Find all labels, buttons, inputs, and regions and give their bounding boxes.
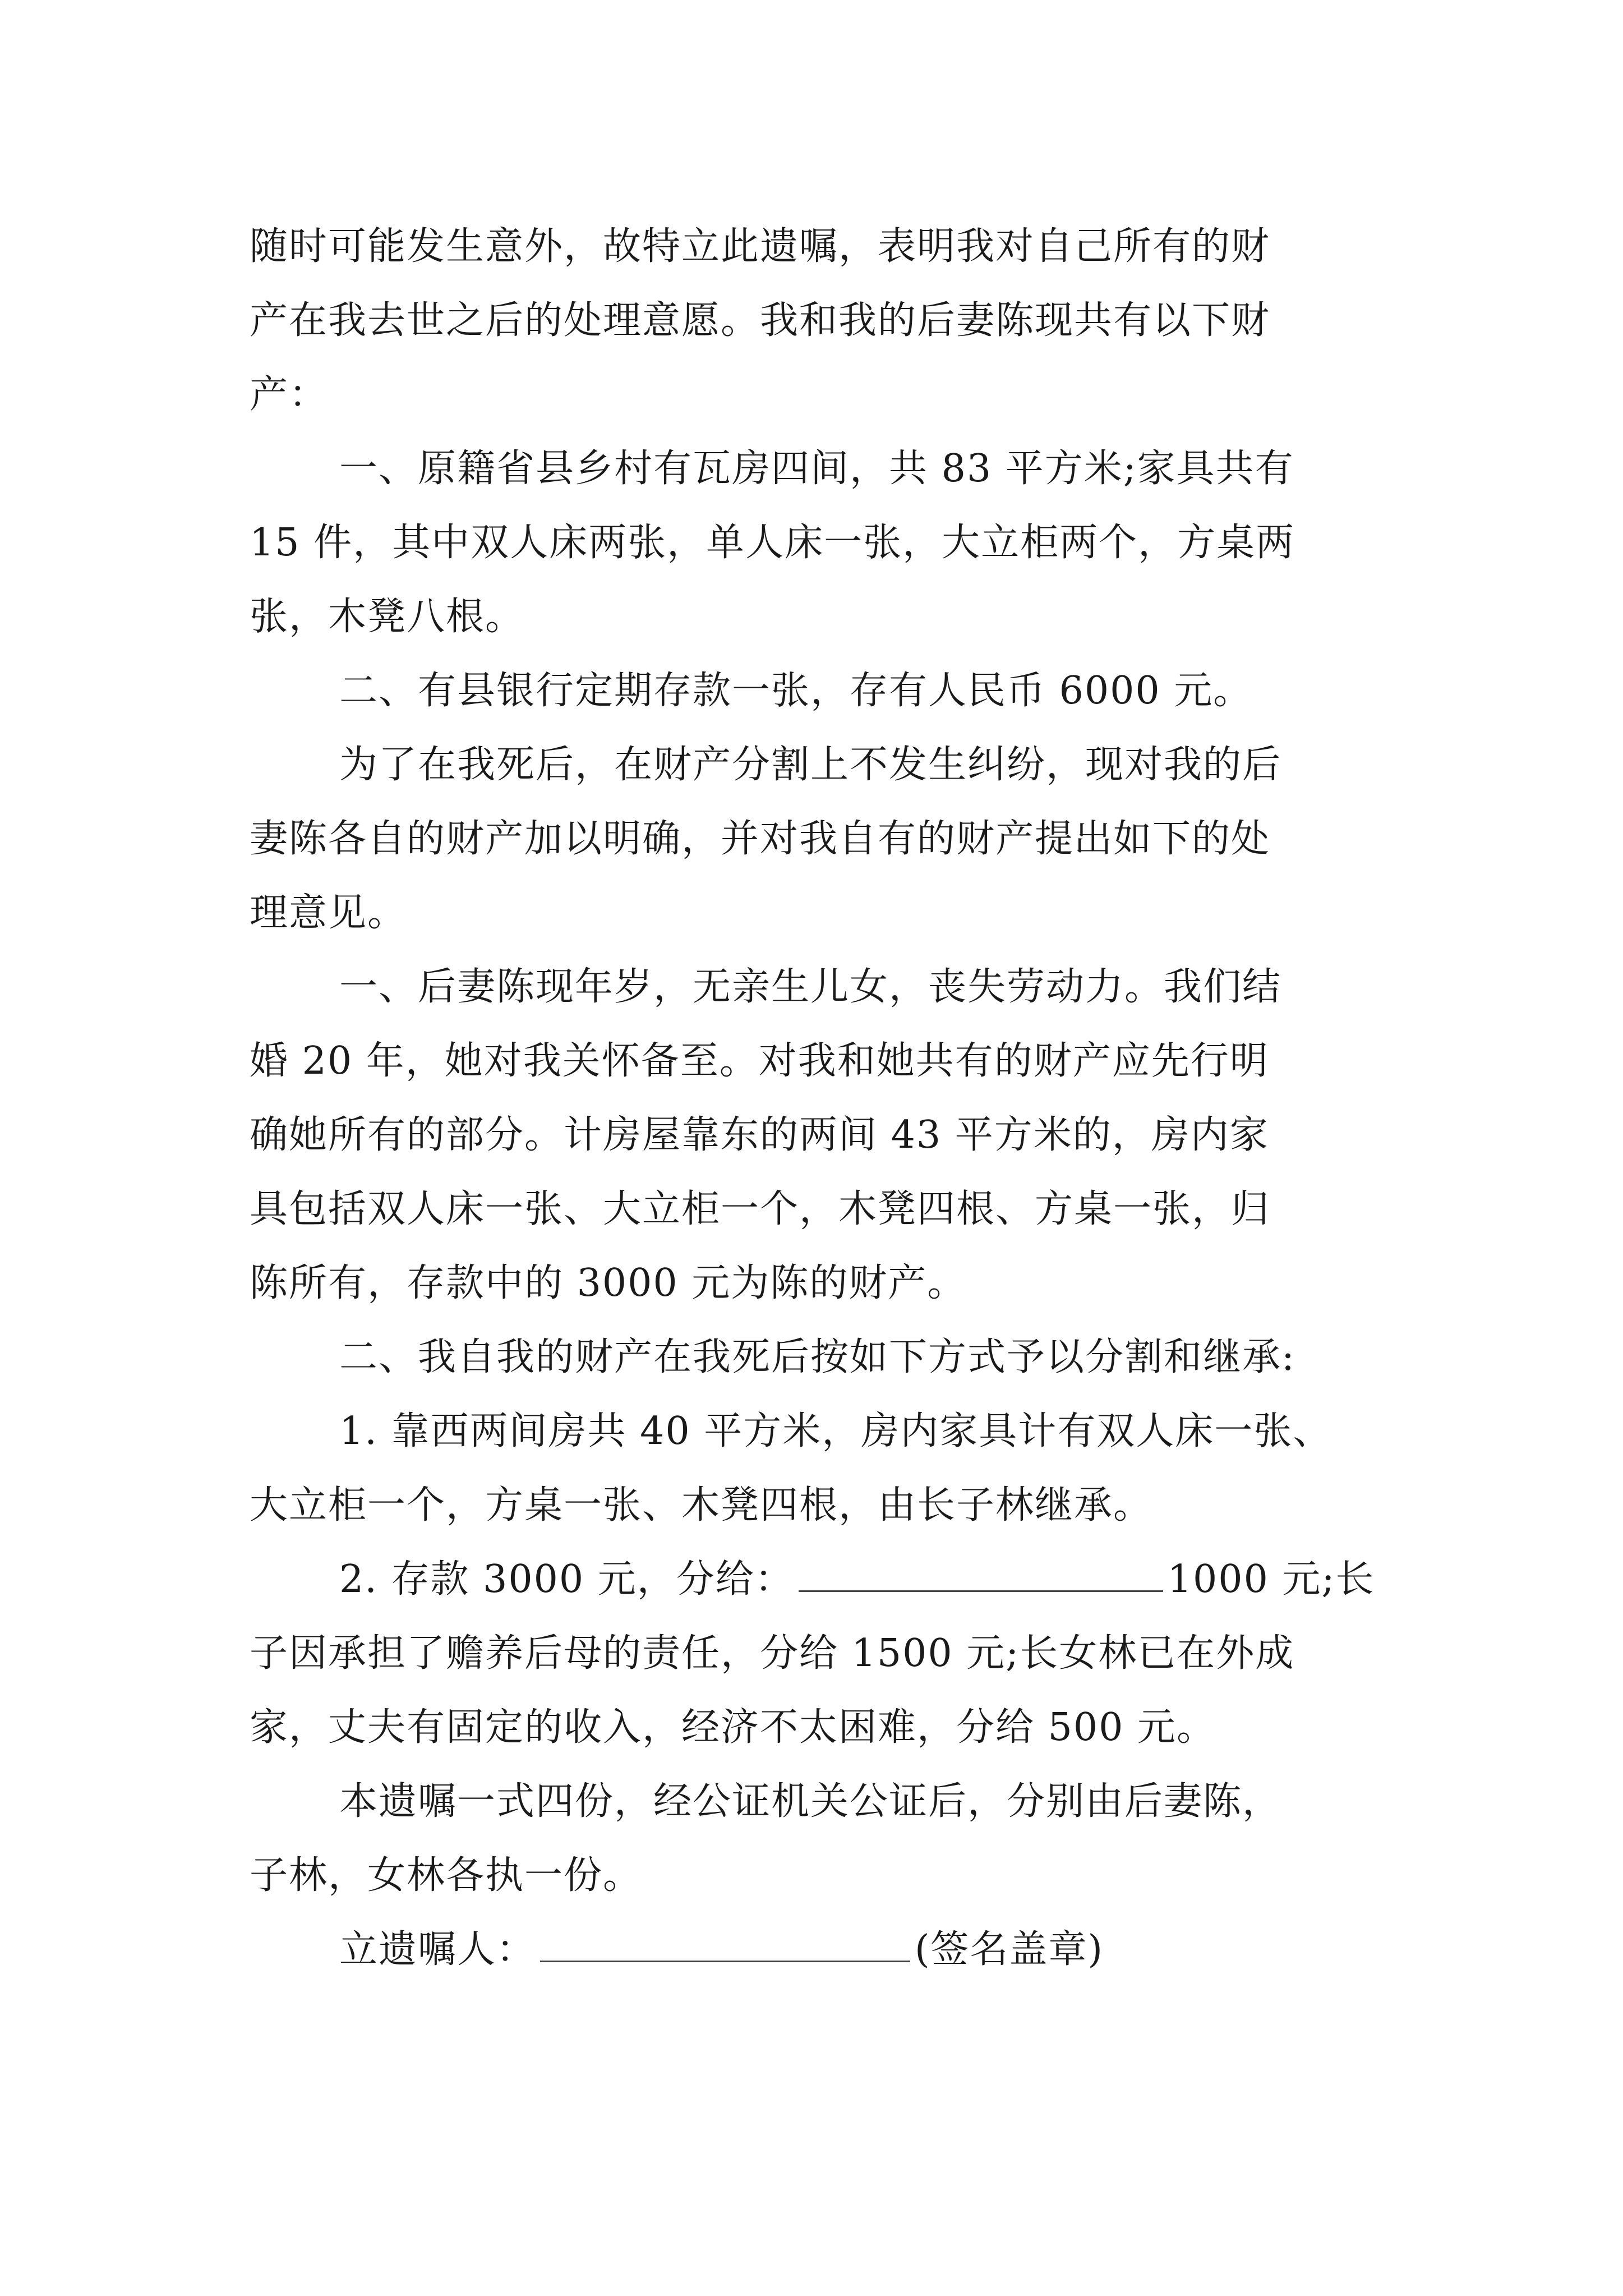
- text-line: 一、原籍省县乡村有瓦房四间，共 83 平方米;家具共有: [339, 447, 1294, 491]
- text-line: 家，丈夫有固定的收入，经济不太困难，分给 500 元。: [250, 1705, 1216, 1750]
- text-line: 本遗嘱一式四份，经公证机关公证后，分别由后妻陈，: [339, 1779, 1282, 1824]
- text-line: 确她所有的部分。计房屋靠东的两间 43 平方米的，房内家: [250, 1113, 1269, 1157]
- text-segment: 2. 存款 3000 元，分给：: [339, 1557, 794, 1602]
- text-line: 15 件，其中双人床两张，单人床一张，大立柜两个，方桌两: [250, 521, 1295, 565]
- text-line: 二、有县银行定期存款一张，存有人民币 6000 元。: [339, 669, 1253, 713]
- text-line: 随时可能发生意外，故特立此遗嘱，表明我对自己所有的财: [250, 224, 1271, 269]
- text-line: 婚 20 年，她对我关怀备至。对我和她共有的财产应先行明: [250, 1039, 1269, 1083]
- text-line: 理意见。: [250, 891, 407, 935]
- text-line: 二、我自我的财产在我死后按如下方式予以分割和继承:: [339, 1335, 1295, 1379]
- text-line: 产：: [250, 372, 329, 417]
- text-line: 1. 靠西两间房共 40 平方米，房内家具计有双人床一张、: [339, 1409, 1332, 1453]
- text-line: 子因承担了赡养后母的责任，分给 1500 元;长女林已在外成: [250, 1631, 1295, 1676]
- text-line: 为了在我死后，在财产分割上不发生纠纷，现对我的后: [339, 743, 1282, 787]
- signature-line: [339, 1919, 1104, 1981]
- signature-blank[interactable]: [540, 1927, 910, 1962]
- text-line-with-blank: [339, 1549, 1375, 1611]
- signature-label: 立遗嘱人：: [339, 1927, 536, 1972]
- text-line: 子林，女林各执一份。: [250, 1853, 643, 1898]
- text-line: 张，木凳八根。: [250, 595, 525, 639]
- signature-note: (签名盖章): [915, 1927, 1104, 1972]
- text-line: 妻陈各自的财产加以明确，并对我自有的财产提出如下的处: [250, 817, 1271, 861]
- text-line: 大立柜一个，方桌一张、木凳四根，由长子林继承。: [250, 1483, 1153, 1527]
- fill-in-blank[interactable]: [799, 1557, 1163, 1592]
- text-line: 一、后妻陈现年岁，无亲生儿女，丧失劳动力。我们结: [339, 965, 1282, 1009]
- text-segment: 1000 元;长: [1167, 1557, 1375, 1602]
- text-line: 产在我去世之后的处理意愿。我和我的后妻陈现共有以下财: [250, 298, 1271, 343]
- text-line: 具包括双人床一张、大立柜一个，木凳四根、方桌一张，归: [250, 1187, 1271, 1231]
- text-line: 陈所有，存款中的 3000 元为陈的财产。: [250, 1261, 967, 1305]
